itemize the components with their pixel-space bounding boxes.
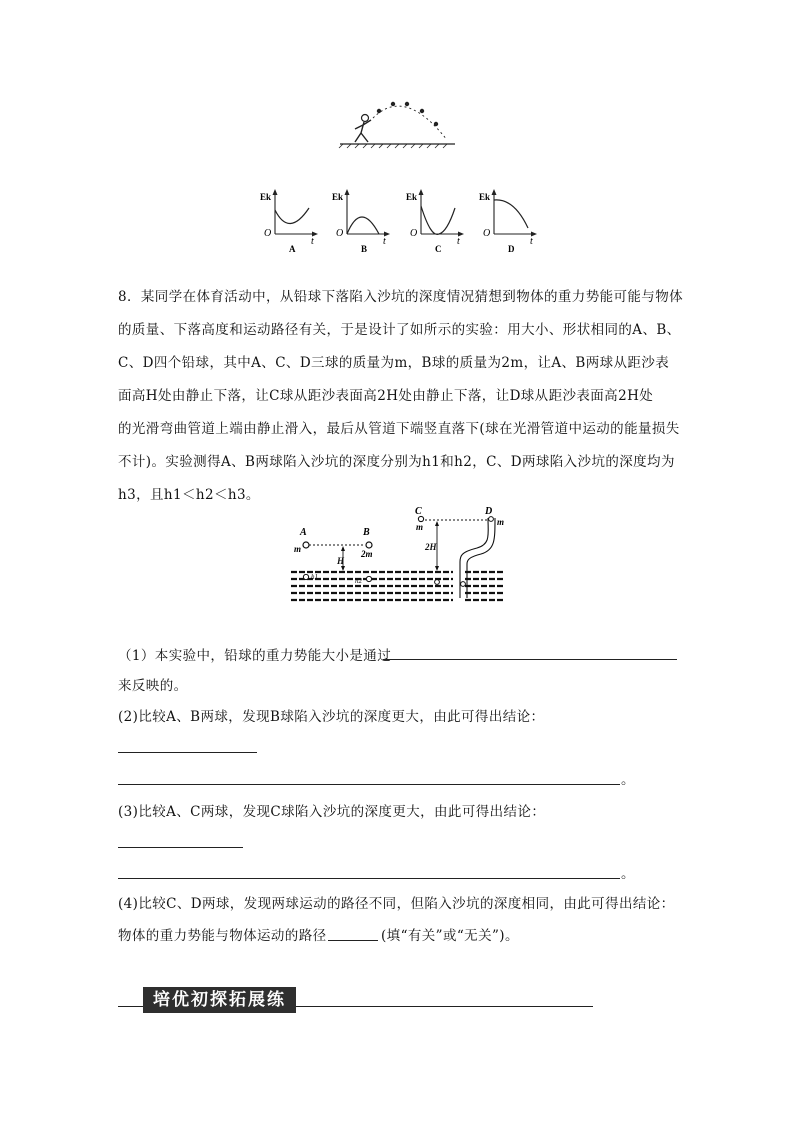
axis-y-label: Ek — [260, 192, 272, 202]
axis-x-label: t — [457, 236, 460, 247]
ek-graph-a — [255, 186, 325, 254]
origin-label: O — [410, 228, 418, 239]
sub4-answer-prompt: 物体的重力势能与物体运动的路径 — [118, 928, 327, 944]
sub3-prompt: (3)比较A、C两球，发现C球陷入沙坑的深度更大，由此可得出结论： — [118, 804, 546, 820]
q8-line-3: C、D四个铅球，其中A、C、D三球的质量为m，B球的质量为2m，让A、B两球从距沙表 — [118, 355, 670, 371]
answer-blank-3a[interactable] — [118, 847, 243, 848]
answer-blank-1[interactable] — [383, 659, 677, 660]
q8-line-2: 的质量、下落高度和运动路径有关，于是设计了如所示的实验：用大小、形状相同的A、B、 — [118, 322, 681, 338]
origin-label: O — [264, 228, 272, 239]
mass-a-label: m — [294, 544, 302, 554]
axis-y-label: Ek — [479, 192, 491, 202]
sub2-prompt: (2)比较A、B两球，发现B球陷入沙坑的深度更大，由此可得出结论： — [118, 709, 545, 725]
height-2h-label: 2H — [425, 542, 437, 552]
origin-label: O — [336, 228, 344, 239]
answer-blank-4[interactable] — [328, 940, 378, 941]
answer-blank-2b[interactable] — [118, 784, 620, 785]
throw-figure — [335, 100, 465, 152]
q8-line-7: h3，且h1＜h2＜h3。 — [118, 487, 260, 503]
mass-c-label: m — [416, 522, 424, 532]
mass-b-label: 2m — [361, 549, 373, 559]
ek-graph-c — [401, 186, 471, 254]
ball-d-label: D — [485, 506, 493, 517]
origin-label: O — [483, 228, 491, 239]
axis-x-label: t — [383, 236, 386, 247]
q8-line-6: 不计)。实验测得A、B两球陷入沙坑的深度分别为h1和h2，C、D两球陷入沙坑的深度均为 — [118, 454, 675, 470]
q8-line-5: 的光滑弯曲管道上端由静止滑入，最后从管道下端竖直落下(球在光滑管道中运动的能量损失 — [118, 421, 680, 437]
height-h-label: H — [337, 556, 345, 566]
depth-h2-label: h2 — [355, 577, 362, 585]
sub2-period: 。 — [621, 772, 635, 788]
axis-y-label: Ek — [406, 192, 418, 202]
axis-x-label: t — [311, 236, 314, 247]
ball-a-label: A — [300, 527, 307, 538]
q8-line-4: 面高H处由静止下落，让C球从距沙表面高2H处由静止下落，让D球从距沙表面高2H处 — [118, 388, 654, 404]
answer-blank-3b[interactable] — [118, 878, 620, 879]
sub1-prompt: （1）本实验中，铅球的重力势能大小是通过 — [118, 648, 392, 664]
option-label: C — [435, 244, 442, 254]
sandpit-figure — [285, 500, 515, 606]
option-label: A — [289, 244, 296, 254]
ek-graph-d — [474, 186, 544, 254]
sub3-period: 。 — [621, 866, 635, 882]
sub4-answer-hint: (填“有关”或“无关”)。 — [381, 928, 519, 944]
depth-h1-label: h1 — [311, 573, 318, 581]
ek-graph-b — [327, 186, 397, 254]
ball-c-label: C — [415, 506, 422, 517]
q8-line-1: 8．某同学在体育活动中，从铅球下落陷入沙坑的深度情况猜想到物体的重力势能可能与物体 — [118, 289, 683, 305]
section-banner: 培优初探拓展练 — [143, 987, 296, 1013]
answer-blank-2a[interactable] — [118, 752, 257, 753]
option-label: D — [508, 244, 515, 254]
sub1-suffix: 来反映的。 — [118, 678, 188, 694]
axis-x-label: t — [530, 236, 533, 247]
axis-y-label: Ek — [332, 192, 344, 202]
ball-b-label: B — [363, 527, 370, 538]
sub4-prompt: (4)比较C、D两球，发现两球运动的路径不同，但陷入沙坑的深度相同，由此可得出结论： — [118, 896, 675, 912]
option-label: B — [361, 244, 368, 254]
mass-d-label: m — [497, 517, 505, 527]
ek-graph-options — [255, 186, 545, 256]
